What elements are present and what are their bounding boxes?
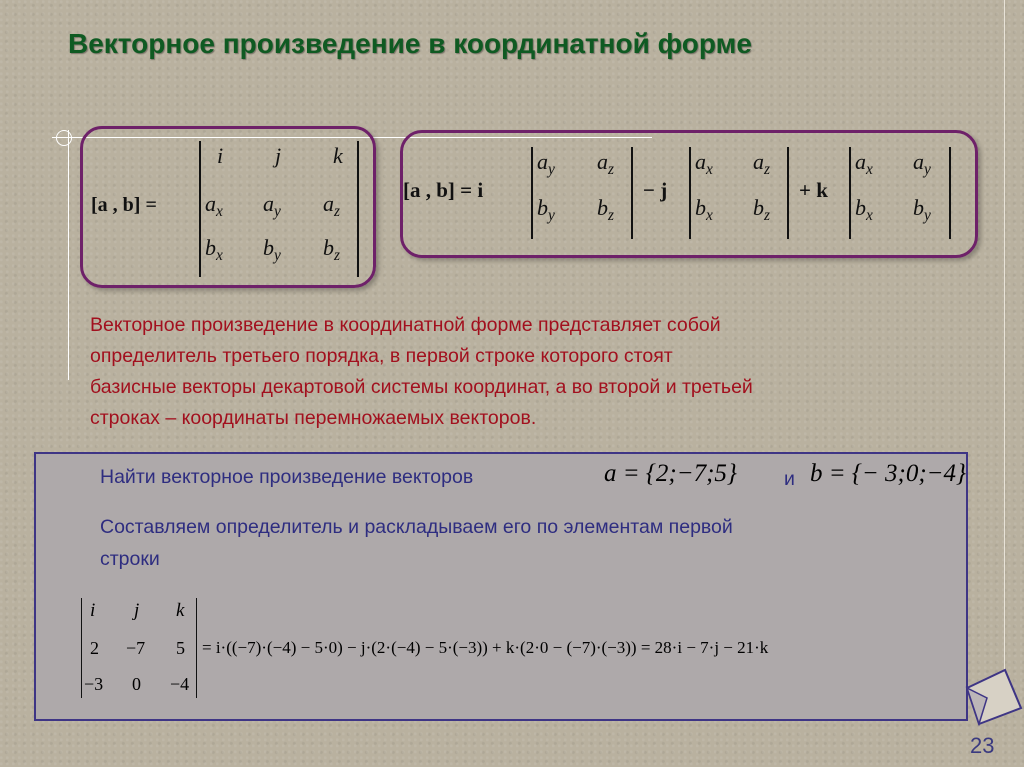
det1-bar-left [199, 141, 201, 277]
det1-ay-base: a [263, 191, 274, 216]
formula-box-determinant [80, 126, 376, 288]
det2-r2c3: 5 [176, 638, 185, 658]
minor1-ay [537, 149, 555, 179]
det1-bx-base: b [205, 235, 216, 260]
formula-box-expansion [400, 130, 978, 258]
example-panel [34, 452, 968, 721]
minor2-az-sub: z [764, 161, 770, 179]
minor1-by-sub: y [548, 207, 555, 225]
minor2-bar-right [787, 147, 789, 239]
minor1-bz-base: b [597, 195, 608, 220]
formula2-lhs: [a , b] = i [403, 178, 484, 202]
det2-bar-left [81, 598, 82, 698]
det1-ax-sub: x [216, 203, 223, 221]
page-number: 23 [970, 733, 995, 758]
minor2-bx-sub: x [706, 207, 713, 225]
det1-by-base: b [263, 235, 274, 260]
minor3-ay-sub: y [924, 161, 931, 179]
minor2-ax-sub: x [706, 161, 713, 179]
minor1-by-base: b [537, 195, 548, 220]
minor1-bar-right [631, 147, 633, 239]
formula1-lhs: [a , b] = [91, 194, 157, 216]
step-line-1: Составляем определитель и раскладываем его по элементам первой [100, 516, 733, 538]
det1-bz [323, 235, 340, 265]
det2-j: j [134, 600, 140, 621]
page-title: Векторное произведение в координатной форме [68, 28, 752, 59]
minor1-bar-left [531, 147, 533, 239]
det2-k: k [176, 600, 185, 621]
minor3-ax-base: a [855, 149, 866, 174]
explanation-line-3: базисные векторы декартовой системы координат, а во второй и третьей [90, 376, 753, 398]
minor1-az [597, 149, 614, 179]
det1-bar-right [357, 141, 359, 277]
det2-bar-right [196, 598, 197, 698]
det1-bx [205, 235, 223, 265]
minor3-by-base: b [913, 195, 924, 220]
decor-line-right [1004, 0, 1005, 680]
det1-ax-base: a [205, 191, 216, 216]
det1-bz-base: b [323, 235, 334, 260]
minor3-bx-sub: x [866, 207, 873, 225]
minor1-az-sub: z [608, 161, 614, 179]
explanation-line-2: определитель третьего порядка, в первой строке которого стоят [90, 345, 673, 367]
minor1-ay-base: a [537, 149, 548, 174]
det2-r3c1: −3 [84, 674, 104, 694]
det1-k: k [333, 143, 343, 168]
decor-circle [56, 130, 72, 146]
task-conj: и [784, 468, 795, 490]
minor3-by [913, 195, 931, 225]
task-vector-b: b = {− 3;0;−4} [810, 460, 967, 487]
minor2-az [753, 149, 770, 179]
formula2-plus-k: + k [799, 178, 828, 202]
minor3-ax-sub: x [866, 161, 873, 179]
det1-ax [205, 191, 223, 221]
det1-by [263, 235, 281, 265]
det1-bz-sub: z [334, 247, 340, 265]
minor3-ay-base: a [913, 149, 924, 174]
det1-ay [263, 191, 281, 221]
task-text: Найти векторное произведение векторов [100, 466, 474, 488]
det1-az-base: a [323, 191, 334, 216]
step-line-2: строки [100, 548, 160, 570]
explanation-line-1: Векторное произведение в координатной форме представляет собой [90, 314, 721, 336]
minor2-bz [753, 195, 770, 225]
det1-bx-sub: x [216, 247, 223, 265]
minor2-bz-sub: z [764, 207, 770, 225]
minor2-ax-base: a [695, 149, 706, 174]
minor2-bx [695, 195, 713, 225]
expansion-formula: = i·((−7)·(−4) − 5·0) − j·(2·(−4) − 5·(−3)) + k·(2·0 − (−7)·(−3)) = 28·i − 7·j − 21·k [202, 638, 769, 657]
det1-i: i [217, 143, 224, 168]
minor3-ax [855, 149, 873, 179]
det1-by-sub: y [274, 247, 281, 265]
det2-r2c2: −7 [126, 638, 146, 658]
minor1-az-base: a [597, 149, 608, 174]
minor3-bar-left [849, 147, 851, 239]
minor2-bz-base: b [753, 195, 764, 220]
decor-line-left [68, 130, 69, 380]
minor2-bar-left [689, 147, 691, 239]
minor2-bx-base: b [695, 195, 706, 220]
minor3-by-sub: y [924, 207, 931, 225]
det2-i: i [90, 600, 96, 621]
minor1-bz-sub: z [608, 207, 614, 225]
minor3-bx [855, 195, 873, 225]
det1-az [323, 191, 340, 221]
minor1-by [537, 195, 555, 225]
minor3-ay [913, 149, 931, 179]
det2-r3c3: −4 [170, 674, 190, 694]
minor1-ay-sub: y [548, 161, 555, 179]
det2-r2c1: 2 [90, 638, 99, 658]
minor2-ax [695, 149, 713, 179]
det1-az-sub: z [334, 203, 340, 221]
formula2-minus-j: − j [643, 178, 668, 202]
det2-r3c2: 0 [132, 674, 141, 694]
minor3-bx-base: b [855, 195, 866, 220]
minor1-bz [597, 195, 614, 225]
folded-corner-icon [965, 668, 1023, 726]
minor2-az-base: a [753, 149, 764, 174]
explanation-text [90, 310, 990, 434]
explanation-line-4: строках – координаты перемножаемых векторов. [90, 407, 537, 429]
minor3-bar-right [949, 147, 951, 239]
task-vector-a: a = {2;−7;5} [604, 460, 737, 487]
det1-ay-sub: y [274, 203, 281, 221]
det1-j: j [275, 143, 282, 168]
